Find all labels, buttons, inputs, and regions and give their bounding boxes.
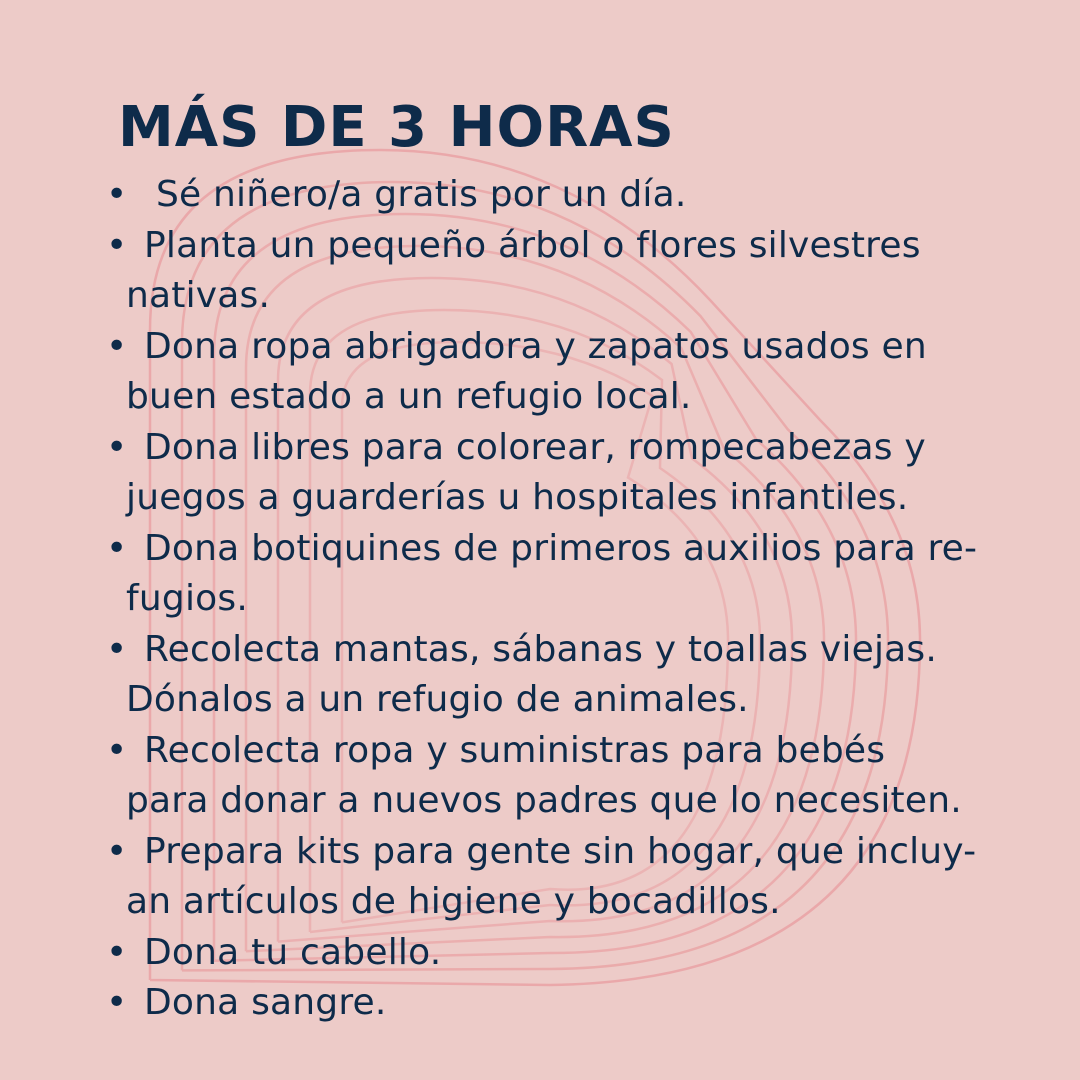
bullet-icon: • xyxy=(106,224,128,266)
list-item-text: Prepara kits para gente sin hogar, que incluy- xyxy=(144,830,977,872)
bullet-icon: • xyxy=(106,527,128,569)
list-item-text: Sé niñero/a gratis por un día. xyxy=(156,174,687,215)
list-item xyxy=(106,322,1036,423)
list-item-text: Dona tu cabello. xyxy=(144,931,442,973)
list-item-text-continuation: nativas. xyxy=(126,275,271,316)
list-item-text-continuation: an artículos de higiene y bocadillos. xyxy=(126,881,781,922)
list-item-text-continuation: Dónalos a un refugio de animales. xyxy=(126,679,749,720)
activity-list xyxy=(106,170,1036,1029)
list-item-text: Planta un pequeño árbol o flores silvestres xyxy=(144,224,921,266)
list-item-text: Recolecta mantas, sábanas y toallas viejas. xyxy=(144,628,938,670)
bullet-icon: • xyxy=(106,982,128,1023)
list-item xyxy=(106,928,1036,979)
bullet-icon: • xyxy=(106,830,128,872)
list-item xyxy=(106,221,1036,322)
list-item xyxy=(106,726,1036,827)
list-item-text-continuation: para donar a nuevos padres que lo necesiten. xyxy=(126,780,962,821)
bullet-icon: • xyxy=(106,174,128,215)
list-item-text-continuation: buen estado a un refugio local. xyxy=(126,376,692,417)
list-item xyxy=(106,524,1036,625)
list-item-text: Dona libres para colorear, rompecabezas y xyxy=(144,426,926,468)
list-item-text-continuation: fugios. xyxy=(126,578,248,619)
bullet-icon: • xyxy=(106,325,128,367)
list-item-text-continuation: juegos a guarderías u hospitales infantiles. xyxy=(126,477,909,518)
list-item-text: Dona sangre. xyxy=(144,982,387,1023)
list-item-text: Dona botiquines de primeros auxilios para re- xyxy=(144,527,978,569)
bullet-icon: • xyxy=(106,426,128,468)
bullet-icon: • xyxy=(106,729,128,771)
list-item xyxy=(106,170,1036,221)
list-item-text: Recolecta ropa y suministras para bebés xyxy=(144,729,886,771)
bullet-icon: • xyxy=(106,628,128,670)
list-item xyxy=(106,423,1036,524)
page-title: MÁS DE 3 HORAS xyxy=(118,95,675,160)
list-item-text: Dona ropa abrigadora y zapatos usados en xyxy=(144,325,927,367)
list-item xyxy=(106,978,1036,1029)
list-item xyxy=(106,827,1036,928)
list-item xyxy=(106,625,1036,726)
bullet-icon: • xyxy=(106,931,128,973)
